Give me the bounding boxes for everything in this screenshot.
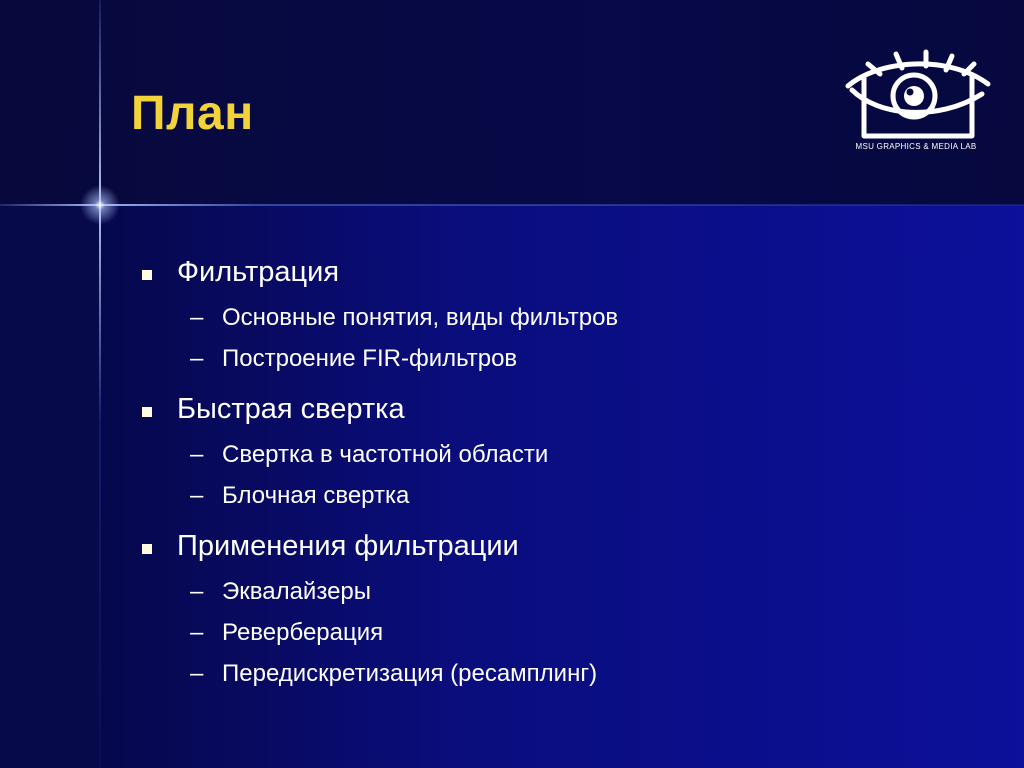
outline-sub-item: Реверберация	[222, 619, 384, 646]
slide-title: План	[131, 87, 254, 140]
outline-sub-item: Эквалайзеры	[222, 578, 372, 605]
outline-section-label: Быстрая свертка	[177, 393, 405, 425]
sub-item-marker: –	[190, 304, 204, 331]
logo-caption: MSU GRAPHICS & MEDIA LAB	[855, 142, 977, 151]
square-bullet-icon	[142, 407, 152, 417]
sub-item-marker: –	[190, 441, 204, 468]
outline-sub-item: Построение FIR-фильтров	[222, 345, 518, 372]
light-flare	[80, 185, 120, 225]
outline-sub-item: Основные понятия, виды фильтров	[222, 304, 619, 331]
square-bullet-icon	[142, 544, 152, 554]
lab-logo	[838, 46, 994, 156]
square-bullet-icon	[142, 270, 152, 280]
vertical-divider	[99, 0, 101, 768]
horizontal-divider	[0, 204, 1024, 206]
sub-item-marker: –	[190, 660, 204, 687]
sub-item-marker: –	[190, 345, 204, 372]
sub-item-marker: –	[190, 619, 204, 646]
outline-sub-item: Передискретизация (ресамплинг)	[222, 660, 598, 687]
eye-logo-icon	[838, 46, 994, 142]
outline-sub-item: Блочная свертка	[222, 482, 410, 509]
left-band	[0, 205, 100, 768]
sub-item-marker: –	[190, 482, 204, 509]
outline-section-label: Фильтрация	[177, 256, 340, 288]
outline-sub-item: Свертка в частотной области	[222, 441, 549, 468]
outline-section-label: Применения фильтрации	[177, 530, 519, 562]
sub-item-marker: –	[190, 578, 204, 605]
